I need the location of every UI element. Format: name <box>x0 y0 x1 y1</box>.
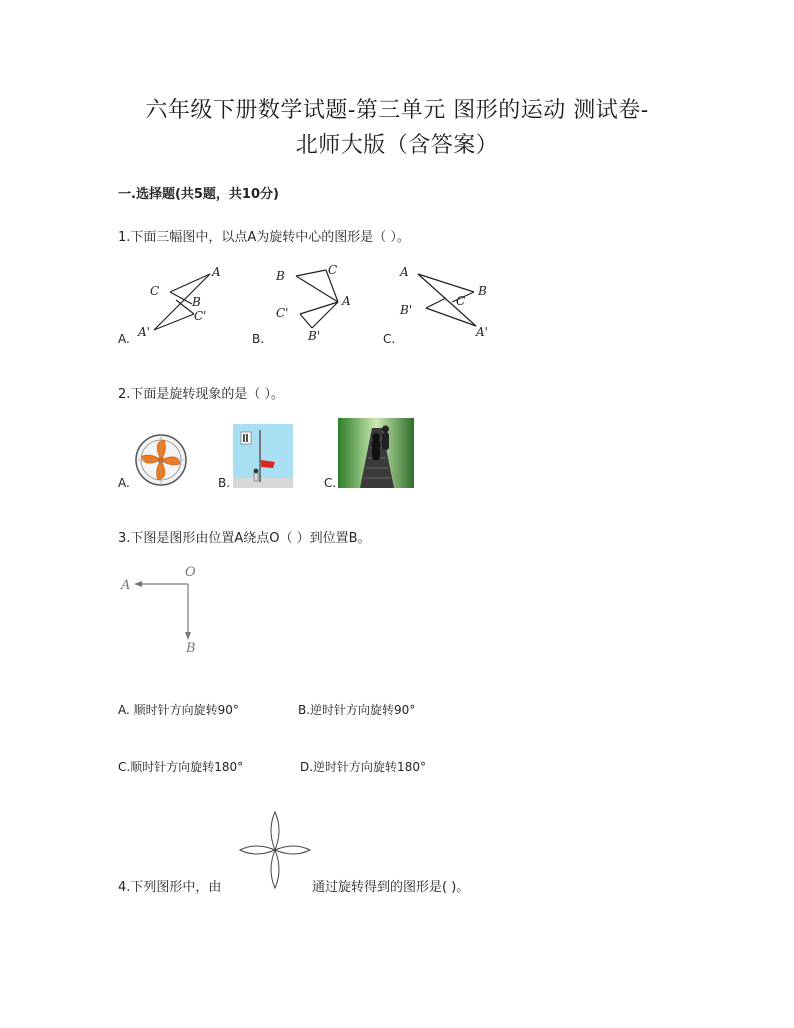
q1a-label: B <box>192 295 201 309</box>
q1b-label: C <box>328 263 338 277</box>
flag-raising-icon <box>233 424 293 488</box>
q1b-segment <box>296 276 338 302</box>
question-4-text-after: 通过旋转得到的图形是( )。 <box>312 880 470 895</box>
question-2-text: 2.下面是旋转现象的是（ ）。 <box>118 387 285 402</box>
four-petal-flower-icon <box>238 808 312 892</box>
q1c-label: B <box>478 284 487 298</box>
q3-rotation-figure <box>118 562 208 658</box>
fan-icon <box>134 432 188 488</box>
q1b-label: A <box>342 294 351 308</box>
q1c-label: B' <box>400 303 413 317</box>
question-1-text: 1.下面三幅图中，以点A为旋转中心的图形是（ ）。 <box>118 230 410 245</box>
question-4-text-before: 4.下列图形中，由 <box>118 880 222 895</box>
q1b-label: C' <box>276 306 289 320</box>
q3-option-d[interactable]: D.逆时针方向旋转180° <box>300 760 426 774</box>
q1b-segment <box>300 314 312 328</box>
q1a-segment <box>170 274 210 292</box>
q1-figure-c <box>396 262 496 342</box>
q1c-segment <box>426 308 476 326</box>
q1b-label: B' <box>308 329 321 342</box>
q1a-label: A <box>212 265 221 279</box>
q2-option-b[interactable]: B. <box>218 476 231 490</box>
q1-option-b[interactable]: B. <box>252 332 265 346</box>
q1c-label: C <box>456 294 466 308</box>
q1a-label: C' <box>194 309 207 323</box>
q3-label: B <box>186 641 196 656</box>
q1c-segment <box>418 274 476 326</box>
q1a-label: C <box>150 284 160 298</box>
q1c-segment <box>426 298 446 308</box>
title-line-2: 北师大版（含答案） <box>295 133 499 158</box>
q1c-segment <box>418 274 474 292</box>
q3-option-c[interactable]: C.顺时针方向旋转180° <box>118 760 244 774</box>
q1c-label: A' <box>476 325 488 339</box>
q1-figure-a <box>132 262 232 342</box>
q3-option-b[interactable]: B.逆时针方向旋转90° <box>298 703 416 717</box>
q1c-label: A <box>400 265 409 279</box>
q3-label: A <box>121 578 131 593</box>
q1b-segment <box>296 270 326 276</box>
q1-option-a[interactable]: A. <box>118 332 130 346</box>
q3-option-a[interactable]: A. 顺时针方向旋转90° <box>118 703 239 717</box>
q1a-label: A' <box>138 325 150 339</box>
q1-figure-b <box>270 262 370 342</box>
q1-option-c[interactable]: C. <box>383 332 396 346</box>
q1b-label: B <box>276 269 285 283</box>
title-line-1: 六年级下册数学试题-第三单元 图形的运动 测试卷- <box>145 98 649 123</box>
escalator-icon <box>338 418 414 488</box>
q2-option-a[interactable]: A. <box>118 476 130 490</box>
q2-option-c[interactable]: C. <box>324 476 337 490</box>
q3-label: O <box>185 565 196 580</box>
q1a-segment <box>154 314 194 330</box>
question-3-text: 3.下图是图形由位置A绕点O（ ）到位置B。 <box>118 531 371 546</box>
section-heading: 一.选择题(共5题，共10分) <box>118 187 279 202</box>
